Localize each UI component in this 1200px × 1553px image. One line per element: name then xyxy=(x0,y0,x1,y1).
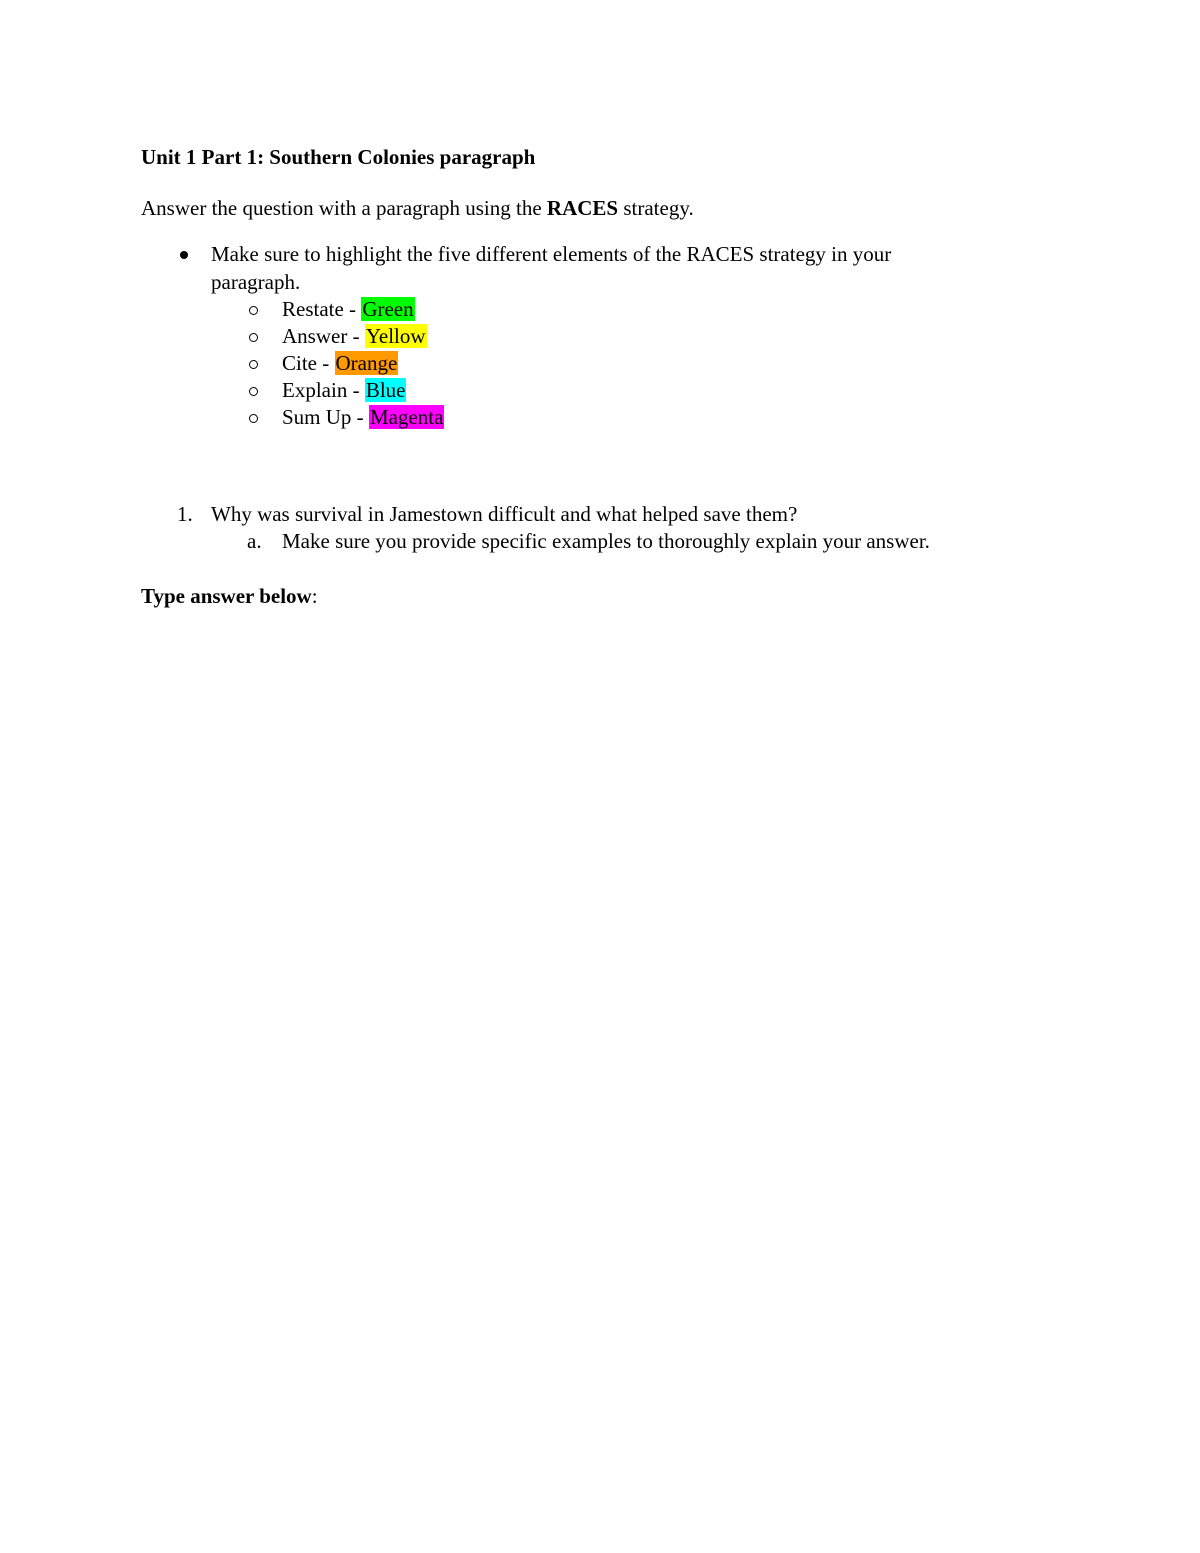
races-item-text xyxy=(282,377,406,404)
circle-bullet-icon xyxy=(249,360,258,369)
bullet-text xyxy=(211,240,1011,296)
answer-label xyxy=(141,582,318,610)
document-title: Unit 1 Part 1: Southern Colonies paragraph xyxy=(141,145,536,169)
intro-paragraph xyxy=(141,194,694,222)
races-label: Sum Up - xyxy=(282,405,369,429)
color-highlight: Orange xyxy=(335,351,398,375)
bullet-line-2: paragraph. xyxy=(211,270,301,294)
races-item-text xyxy=(282,350,398,377)
intro-text-before: Answer the question with a paragraph using the xyxy=(141,196,547,220)
color-highlight: Magenta xyxy=(369,405,444,429)
races-label: Explain - xyxy=(282,378,365,402)
circle-bullet-icon xyxy=(249,387,258,396)
races-item-text xyxy=(282,323,427,350)
color-highlight: Yellow xyxy=(365,324,426,348)
color-highlight: Blue xyxy=(365,378,406,402)
answer-label-bold: Type answer below xyxy=(141,584,312,608)
question-sub-text: Make sure you provide specific examples to thoroughly explain your answer. xyxy=(282,529,930,553)
circle-bullet-icon xyxy=(249,333,258,342)
races-label: Answer - xyxy=(282,324,365,348)
intro-bold-races: RACES xyxy=(546,196,619,220)
bullet-line-1: Make sure to highlight the five different elements of the RACES strategy in your xyxy=(211,242,892,266)
races-label: Restate - xyxy=(282,297,362,321)
question-sub-letter: a. xyxy=(247,529,262,553)
races-item-text xyxy=(282,296,415,323)
intro-text-after: strategy. xyxy=(618,196,694,220)
question-number: 1. xyxy=(177,502,193,526)
races-label: Cite - xyxy=(282,351,335,375)
bullet-dot-icon xyxy=(180,251,188,259)
races-item-text xyxy=(282,404,444,431)
answer-label-colon: : xyxy=(311,584,318,608)
circle-bullet-icon xyxy=(249,306,258,315)
question-text: Why was survival in Jamestown difficult and what helped save them? xyxy=(211,502,798,526)
color-highlight: Green xyxy=(362,297,414,321)
circle-bullet-icon xyxy=(249,414,258,423)
